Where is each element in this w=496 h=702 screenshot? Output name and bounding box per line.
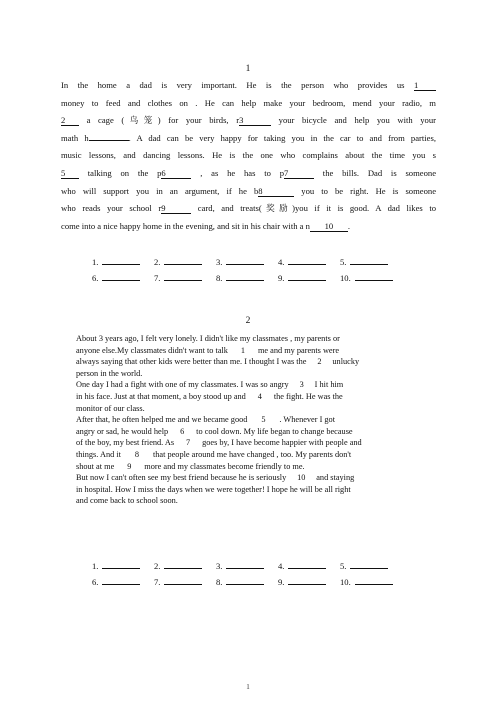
answer-blank-line[interactable]	[102, 263, 140, 265]
answer-number: 6.	[92, 577, 99, 587]
answer-item	[216, 577, 278, 587]
answer-row	[92, 571, 402, 587]
answer-row	[92, 555, 402, 571]
answer-number: 8.	[216, 577, 223, 587]
passage-text: of the boy, my best friend. As	[76, 438, 175, 448]
answer-item	[216, 273, 278, 283]
passage-line	[76, 426, 436, 438]
fill-blank-2: 2	[61, 115, 79, 126]
answer-blank-line[interactable]	[288, 583, 326, 585]
answer-item	[92, 577, 154, 587]
answer-item	[154, 577, 216, 587]
fill-blank-9: 9	[161, 203, 191, 214]
answer-number: 7.	[154, 273, 161, 283]
passage-text: things. And it	[76, 449, 121, 459]
answer-number: 4.	[278, 257, 285, 267]
answer-blank-line[interactable]	[102, 279, 140, 281]
passage-line	[76, 403, 436, 415]
answer-row	[92, 251, 402, 267]
passage-text: , as he has to p	[191, 167, 285, 178]
answer-sheet-1	[92, 251, 402, 283]
answer-blank-line[interactable]	[350, 567, 388, 569]
passage-text: and staying	[316, 473, 355, 483]
answer-number: 10.	[340, 577, 351, 587]
passage-text: and come back to school soon.	[76, 496, 178, 506]
answer-number: 7.	[154, 577, 161, 587]
passage-line	[76, 449, 436, 461]
answer-blank-line[interactable]	[164, 279, 202, 281]
fill-blank-6: 6	[161, 168, 191, 179]
passage-text: angry or sad, he would help	[76, 426, 169, 436]
answer-number: 1.	[92, 257, 99, 267]
blank-number-1: 1	[240, 345, 246, 355]
answer-blank-line[interactable]	[350, 263, 388, 265]
passage-text: unlucky	[332, 357, 360, 367]
passage-text: me and my parents were	[257, 345, 340, 355]
answer-blank-line[interactable]	[288, 279, 326, 281]
blank-number-8: 8	[134, 449, 140, 459]
section-2-number: 2	[245, 316, 251, 326]
answer-blank-line[interactable]	[226, 583, 264, 585]
passage-text: who will support you in an argument, if he b	[61, 185, 259, 196]
passage-text: more and my classmates become friendly to me.	[144, 461, 305, 471]
passage-text: I hit him	[314, 380, 344, 390]
passage-text: always saying that other kids were better than me. I thought I was the	[76, 357, 307, 367]
passage-line	[76, 484, 436, 496]
answer-item	[278, 577, 340, 587]
passage-text: to cool down. My life began to change because	[196, 426, 353, 436]
answer-number: 3.	[216, 561, 223, 571]
passage-text: . A dad can be very happy for taking you in the car to and from parties,	[128, 132, 436, 143]
page-number: 1	[246, 683, 250, 691]
blank-number-3: 3	[299, 380, 304, 390]
passage-text: In the home a dad is very important. He is the person who provides us	[61, 80, 414, 90]
passage-text: the bills. Dad is someone	[314, 167, 437, 178]
fill-blank-empty	[89, 140, 129, 141]
passage-text: person in the world.	[76, 368, 143, 378]
section-1-number: 1	[245, 64, 251, 74]
passage-text: that people around me have changed , too. My parents don't	[152, 449, 352, 459]
passage-line	[61, 77, 436, 95]
answer-item	[154, 561, 216, 571]
blank-number-7: 7	[186, 438, 191, 448]
passage-1	[61, 77, 436, 235]
answer-blank-line[interactable]	[164, 567, 202, 569]
passage-text: music lessons, and dancing lessons. He is the one who complains about the time you s	[61, 150, 436, 161]
passage-text: a cage (鸟笼) for your birds, r	[79, 115, 240, 126]
passage-text: in his face. Just at that moment, a boy stood up and	[76, 391, 246, 401]
answer-item	[92, 561, 154, 571]
passage-text: monitor of our class.	[76, 403, 145, 413]
fill-blank-8: 8	[258, 186, 294, 197]
passage-text: who reads your school r	[61, 203, 162, 214]
fill-blank-5: 5	[61, 168, 79, 179]
passage-text: About 3 years ago, I felt very lonely. I didn't like my classmates , my parents or	[76, 334, 340, 343]
fill-blank-10: 10	[310, 221, 348, 232]
answer-number: 1.	[92, 561, 99, 571]
passage-text: anyone else.My classmates didn't want to talk	[76, 345, 228, 355]
fill-blank-3: 3	[239, 115, 271, 126]
passage-line	[76, 333, 436, 345]
answer-blank-line[interactable]	[288, 263, 326, 265]
passage-text: shout at me	[76, 461, 115, 471]
answer-number: 9.	[278, 273, 285, 283]
answer-blank-line[interactable]	[102, 567, 140, 569]
answer-item	[278, 561, 340, 571]
passage-text: come into a nice happy home in the evening, and sit in his chair with a n	[61, 220, 310, 231]
answer-blank-line[interactable]	[226, 279, 264, 281]
fill-blank-1: 1	[414, 80, 436, 91]
answer-item	[340, 561, 402, 571]
passage-text: your bicycle and help you with your	[271, 115, 436, 126]
blank-number-5: 5	[261, 415, 266, 425]
answer-number: 5.	[340, 257, 347, 267]
answer-blank-line[interactable]	[102, 583, 140, 585]
passage-text: you to be right. He is someone	[294, 185, 437, 196]
answer-item	[154, 273, 216, 283]
answer-blank-line[interactable]	[164, 583, 202, 585]
answer-item	[340, 273, 402, 283]
answer-blank-line[interactable]	[288, 567, 326, 569]
passage-line	[76, 368, 436, 380]
fill-blank-7: 7	[284, 168, 314, 179]
passage-line	[76, 472, 436, 484]
passage-line	[61, 183, 436, 201]
passage-text: But now I can't often see my best friend because he is seriously	[76, 473, 287, 483]
passage-line	[76, 414, 436, 426]
passage-text: . Whenever I got	[279, 415, 336, 425]
passage-line	[61, 130, 436, 148]
passage-line	[61, 112, 436, 130]
answer-number: 4.	[278, 561, 285, 571]
blank-number-2: 2	[317, 357, 322, 367]
answer-item	[340, 577, 402, 587]
passage-line	[76, 495, 436, 507]
passage-text: One day I had a fight with one of my classmates. I was so angry	[76, 380, 289, 390]
answer-blank-line[interactable]	[226, 567, 264, 569]
answer-number: 6.	[92, 273, 99, 283]
answer-item	[216, 561, 278, 571]
answer-row	[92, 267, 402, 283]
passage-line	[61, 200, 436, 218]
passage-line	[76, 461, 436, 473]
passage-text: in hospital. How I miss the days when we were together! I hope he will be all right	[76, 484, 351, 494]
answer-number: 3.	[216, 257, 223, 267]
answer-item	[278, 257, 340, 267]
answer-blank-line[interactable]	[355, 279, 393, 281]
answer-item	[92, 273, 154, 283]
passage-text: the fight. He was the	[273, 391, 343, 401]
passage-line	[76, 379, 436, 391]
answer-number: 2.	[154, 561, 161, 571]
passage-line	[76, 356, 436, 368]
passage-text: After that, he often helped me and we became good	[76, 415, 248, 425]
passage-2	[76, 333, 436, 507]
passage-text: money to feed and clothes on . He can help make your bedroom, mend your radio, m	[61, 97, 436, 108]
answer-number: 10.	[340, 273, 351, 283]
answer-number: 9.	[278, 577, 285, 587]
passage-text: math h	[61, 132, 89, 143]
blank-number-4: 4	[257, 391, 262, 401]
passage-line	[76, 345, 436, 357]
passage-text: .	[347, 220, 351, 231]
answer-blank-line[interactable]	[164, 263, 202, 265]
blank-number-9: 9	[127, 461, 132, 471]
passage-line	[76, 391, 436, 403]
answer-item	[154, 257, 216, 267]
passage-text: goes by, I have become happier with people and	[202, 438, 362, 448]
passage-line	[76, 437, 436, 449]
passage-text: card, and treats(奖励)you if it is good. A dad likes to	[191, 203, 437, 214]
answer-blank-line[interactable]	[226, 263, 264, 265]
answer-item	[216, 257, 278, 267]
answer-item	[340, 257, 402, 267]
passage-line	[61, 165, 436, 183]
answer-blank-line[interactable]	[355, 583, 393, 585]
blank-number-10: 10	[297, 473, 306, 483]
answer-number: 5.	[340, 561, 347, 571]
blank-number-6: 6	[180, 426, 185, 436]
passage-line	[61, 218, 436, 236]
answer-number: 2.	[154, 257, 161, 267]
answer-number: 8.	[216, 273, 223, 283]
answer-item	[92, 257, 154, 267]
passage-line	[61, 147, 436, 165]
passage-line	[61, 95, 436, 113]
answer-item	[278, 273, 340, 283]
passage-text: talking on the p	[79, 167, 162, 178]
answer-sheet-2	[92, 555, 402, 587]
